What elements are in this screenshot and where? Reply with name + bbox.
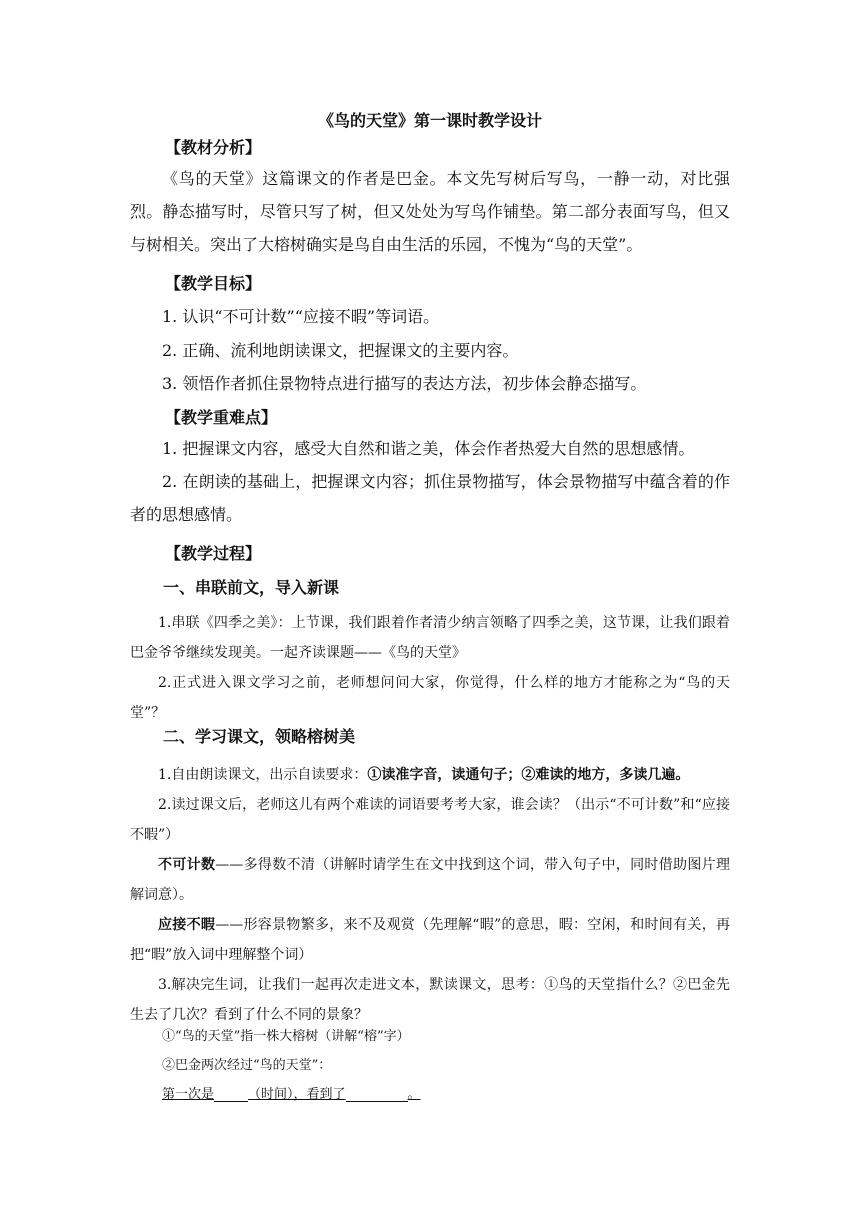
section-title-2: 二、学习课文，领略榕树美 (163, 729, 356, 746)
fill-in-line (162, 1083, 421, 1102)
reading-requirements: ①读准字音，读通句子；②难读的地方，多读几遍。 (367, 767, 690, 783)
heading-key-points: 【教学重难点】 (165, 408, 278, 427)
answer-1: ①“鸟的天堂”指一株大榕树（讲解“榕”字） (162, 1029, 410, 1044)
heading-goals: 【教学目标】 (165, 274, 262, 293)
process-part1-paragraph-2: 2.正式进入课文学习之前，老师想问问大家，你觉得，什么样的地方才能称之为“鸟的天堂”？ (130, 675, 730, 721)
goal-item-2: 2. 正确、流利地朗读课文，把握课文的主要内容。 (162, 341, 519, 360)
process-part2-paragraph-1 (130, 760, 730, 790)
goal-item-3: 3. 领悟作者抓住景物特点进行描写的表达方法，初步体会静态描写。 (162, 374, 647, 393)
key-point-1: 1. 把握课文内容，感受大自然和谐之美，体会作者热爱大自然的思想感情。 (162, 439, 695, 458)
answer-2: ②巴金两次经过“鸟的天堂”： (162, 1058, 332, 1073)
heading-process: 【教学过程】 (165, 544, 262, 563)
blank-time[interactable] (214, 1085, 248, 1102)
paragraph-textbook-analysis: 《鸟的天堂》这篇课文的作者是巴金。本文先写树后写鸟，一静一动，对比强烈。静态描写时，尽管只写了树，但又处处为写鸟作铺垫。第二部分表面写鸟，但又与树相关。突出了大榕树确实是鸟自由生活的乐园，不愧为“鸟的天堂”。 (130, 169, 730, 254)
key-point-2: 2. 在朗读的基础上，把握课文内容；抓住景物描写，体会景物描写中蕴含着的作者的思想感情。 (130, 472, 730, 524)
fill-text-end: 。 (407, 1087, 421, 1102)
fill-text-middle: （时间），看到了 (248, 1087, 346, 1102)
term-2-explanation: ——形容景物繁多，来不及观赏（先理解“暇”的意思，暇：空闲，和时间有关，再把“暇”放入词中理解整个词） (130, 917, 731, 963)
process-part2-paragraph-3: 3.解决完生词，让我们一起再次走进文本，默读课文，思考：①鸟的天堂指什么？②巴金先生去了几次？看到了什么不同的景象？ (130, 977, 730, 1023)
term-1-explanation: ——多得数不清（讲解时请学生在文中找到这个词，带入句子中，同时借助图片理解词意）。 (130, 857, 731, 903)
process-part2-paragraph-2: 2.读过课文后，老师这儿有两个难读的词语要考考大家，谁会读？（出示“不可计数”和“应接不暇”） (130, 797, 730, 843)
reading-instruction: 1.自由朗读课文，出示自读要求： (158, 767, 368, 783)
term-1-definition (130, 850, 730, 910)
document-title: 《鸟的天堂》第一课时教学设计 (317, 111, 542, 130)
process-part1-paragraph-1: 1.串联《四季之美》：上节课，我们跟着作者清少纳言领略了四季之美，这节课，让我们跟着巴金爷爷继续发现美。一起齐读课题——《鸟的天堂》 (130, 615, 730, 661)
blank-scene[interactable] (346, 1085, 408, 1102)
term-2-definition (130, 910, 730, 970)
term-2: 应接不暇 (158, 917, 216, 933)
term-1: 不可计数 (158, 857, 216, 873)
goal-item-1: 1. 认识“不可计数”“应接不暇”等词语。 (162, 307, 440, 326)
fill-text-first: 第一次是 (162, 1087, 215, 1102)
heading-textbook-analysis: 【教材分析】 (165, 138, 262, 157)
section-title-1: 一、串联前文，导入新课 (163, 580, 340, 597)
